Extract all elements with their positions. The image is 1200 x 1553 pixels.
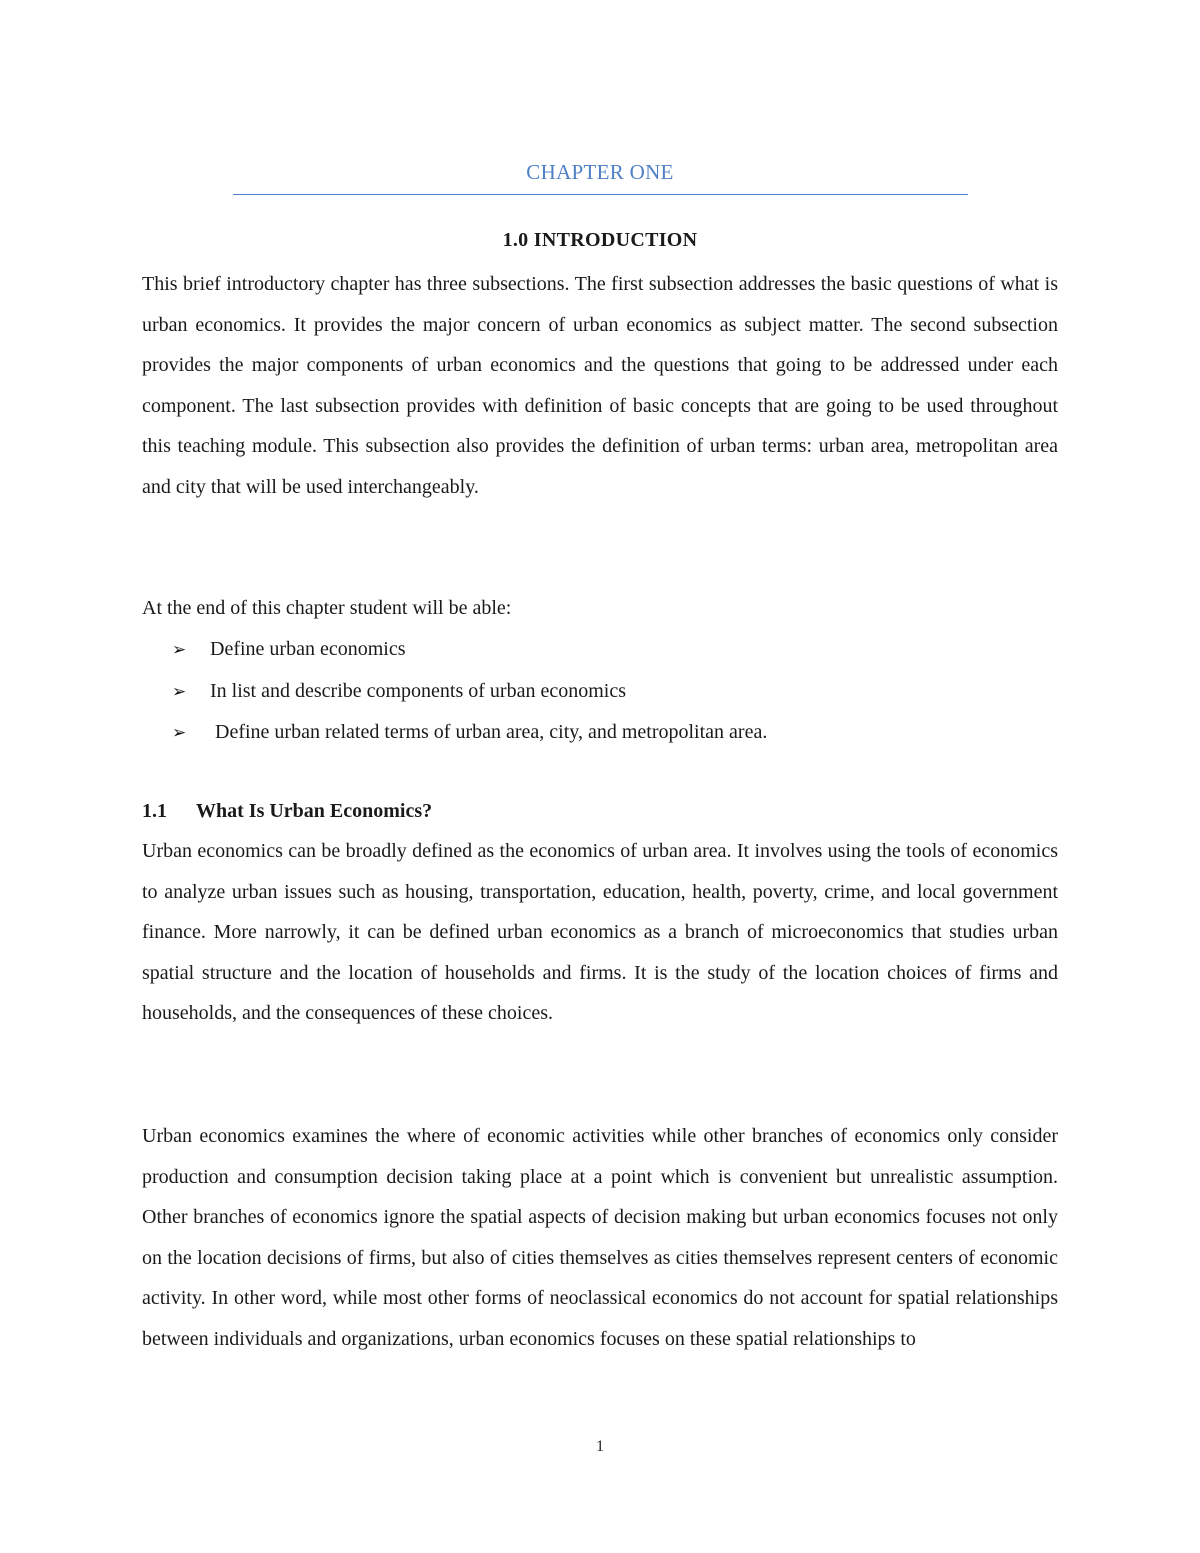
page-number: 1 (596, 1438, 604, 1455)
list-item (172, 629, 1052, 671)
intro-paragraph: This brief introductory chapter has three subsections. The first subsection addresses the basic questions of what is urban economics. It provides the major concern of urban economics as subject matter. The second subsection provides the major components of urban economics and the questions that going to be addressed under each component. The last subsection provides with definition of basic concepts that are going to be used throughout this teaching module. This subsection also provides the definition of urban terms: urban area, metropolitan area and city that will be used interchangeably. (142, 273, 1058, 498)
objective-text: Define urban related terms of urban area, city, and metropolitan area. (210, 721, 768, 743)
subsection-heading (142, 791, 432, 832)
chapter-title: CHAPTER ONE (526, 160, 674, 184)
arrow-bullet-icon: ➢ (172, 681, 187, 702)
list-item (172, 671, 1052, 713)
objectives-lead: At the end of this chapter student will be able: (142, 597, 512, 619)
objective-text: In list and describe components of urban economics (210, 679, 626, 702)
body-paragraph-spatial: Urban economics examines the where of economic activities while other branches of economics only consider production and consumption decision taking place at a point which is convenient but unrealistic assumption. Other branches of economics ignore the spatial aspects of decision making but urban economics focuses not only on the location decisions of firms, but also of cities themselves as cities themselves represent centers of economic activity. In other word, while most other forms of neoclassical economics do not account for spatial relationships between individuals and organizations, urban economics focuses on these spatial relationships to (142, 1125, 1058, 1350)
chapter-title-underline (233, 194, 968, 195)
subsection-number: 1.1 (142, 800, 167, 822)
arrow-bullet-icon: ➢ (172, 640, 187, 660)
body-paragraph-definition: Urban economics can be broadly defined as the economics of urban area. It involves using the tools of economics to analyze urban issues such as housing, transportation, education, health, poverty, crime, and local government finance. More narrowly, it can be defined urban economics as a branch of microeconomics that studies urban spatial structure and the location of households and firms. It is the study of the location choices of firms and households, and the consequences of these choices. (142, 840, 1058, 1024)
list-item (172, 712, 1052, 754)
objective-text: Define urban economics (210, 638, 406, 660)
arrow-bullet-icon: ➢ (172, 723, 187, 743)
section-title: 1.0 INTRODUCTION (502, 229, 698, 251)
subsection-title: What Is Urban Economics? (196, 800, 433, 822)
objectives-list (172, 629, 1052, 754)
